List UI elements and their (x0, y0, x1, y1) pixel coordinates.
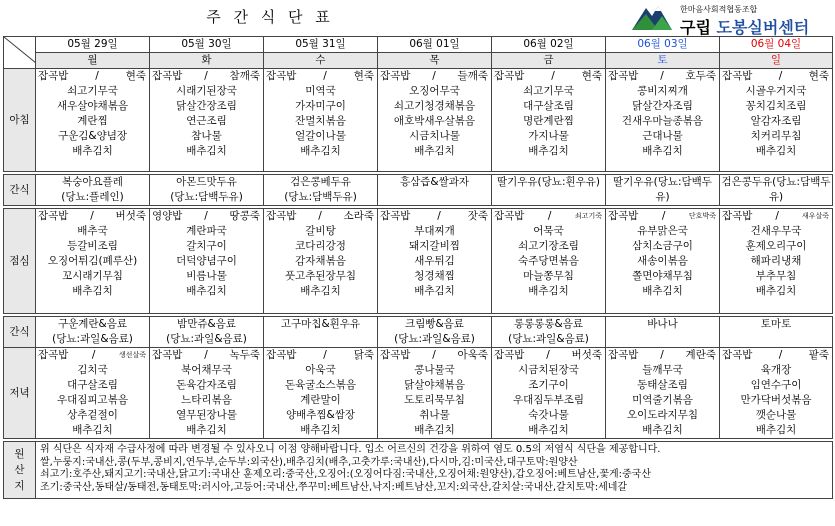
mountain-logo-icon (630, 2, 674, 32)
lunch-cell (720, 209, 833, 314)
menu-item: 얼갈이나물 (295, 130, 346, 142)
lunch-cell (378, 209, 492, 314)
rice-porridge-line (606, 69, 719, 84)
separator: / (432, 70, 436, 82)
menu-item: 건새우마늘종볶음 (621, 115, 704, 127)
porridge-name: 생선살죽 (118, 351, 146, 359)
separator: / (660, 349, 664, 361)
menu-item: 돼지갈비찜 (409, 240, 460, 252)
breakfast-cell (150, 69, 264, 172)
snack-cell: 토마토 (720, 317, 833, 348)
menu-item: 가지나물 (528, 130, 569, 142)
menu-item: 시금치된장국 (518, 364, 579, 376)
rice-name: 잡곡밥 (152, 349, 183, 361)
rice-porridge-line (264, 69, 377, 84)
menu-item: 대구살조림 (523, 100, 574, 112)
separator: / (95, 70, 99, 82)
lunch-cell (264, 209, 378, 314)
date-cell: 06월 01일 (378, 37, 492, 53)
dinner-cell (36, 348, 150, 439)
menu-item: 닭살간자조림 (632, 100, 693, 112)
menu-item: 잔멸치볶음 (295, 115, 346, 127)
separator: / (204, 70, 208, 82)
dinner-cell (492, 348, 606, 439)
menu-item: 배추김치 (72, 424, 113, 436)
snack-cell: 고구마칩&흰우유 (264, 317, 378, 348)
separator: / (660, 70, 664, 82)
menu-item: 배추김치 (755, 285, 797, 297)
porridge-name: 아욱죽 (457, 349, 488, 361)
rice-name: 잡곡밥 (494, 349, 525, 361)
menu-item: 배추김치 (528, 424, 569, 436)
weekday-row (4, 53, 833, 69)
menu-item: 쇠고기장조림 (518, 240, 579, 252)
porridge-name: 단호박죽 (688, 212, 716, 220)
menu-item: 새우튀김 (414, 255, 455, 267)
menu-item: 풋고추된장무침 (284, 270, 356, 282)
separator: / (547, 210, 552, 222)
rice-porridge-line (720, 69, 832, 84)
menu-item: 아욱국 (305, 364, 336, 376)
menu-item: 숙갓나물 (528, 409, 569, 421)
dinner-cell (606, 348, 720, 439)
rice-name: 잡곡밥 (38, 349, 69, 361)
porridge-name: 들깨죽 (457, 70, 488, 82)
porridge-name: 현죽 (581, 70, 602, 82)
snack_pm-row (4, 317, 833, 348)
rice-name: 잡곡밥 (266, 349, 297, 361)
menu-item: 계란찜 (77, 115, 108, 127)
origin-note-line: 조기:중국산,동태살/동태전,동태토막:러시아,고등어:국내산,쭈꾸미:베트남산,낙지:베트남산,꼬지:외국산,갈치살:국내산,갈치토막:세네갈 (40, 481, 628, 493)
menu-item: 새송이볶음 (637, 255, 688, 267)
rice-name: 잡곡밥 (494, 70, 525, 82)
rice-name: 잡곡밥 (722, 70, 753, 82)
menu-item: 명란계란찜 (523, 115, 574, 127)
menu-item: 시골우거지국 (745, 85, 807, 97)
rice-porridge-line (720, 348, 832, 363)
snack-cell: 복숭아요플레 (당뇨:플레인) (36, 175, 150, 206)
snack-cell: 구운계란&음료 (당뇨:과일&음료) (36, 317, 150, 348)
menu-item: 대구살조림 (67, 379, 118, 391)
weekly-menu-table (3, 36, 833, 499)
menu-item: 치커리무침 (750, 130, 802, 142)
rice-name: 잡곡밥 (608, 349, 639, 361)
origin-note-line: 쇠고기:호주산,돼지고기:국내산,닭고기:국내산 훈제오리:중국산,오징어:(오징어다짐:국내산,오징어채:원양산),갑오징어:베트남산,꽃게:중국산 (40, 469, 651, 480)
org-name: 한마음사회적협동조합 (680, 5, 758, 14)
menu-item: 구운김&양념장 (57, 130, 128, 142)
origin-note-line: 쌀,누룽지:국내산,콩(두부,콩비지,연두부,순두부:외국산),배추김치(배추,고춧가루:국내산),다시마,김:미국산,대구토막:원양산 (40, 456, 578, 468)
menu-item: 깻순나물 (755, 409, 797, 421)
menu-item: 어묵국 (533, 225, 564, 237)
menu-item: 취나물 (419, 409, 450, 421)
menu-item: 조기구이 (528, 379, 569, 391)
dinner-cell (378, 348, 492, 439)
snack-label: 간식 (4, 317, 36, 348)
date-cell: 05월 30일 (150, 37, 264, 53)
rice-name: 잡곡밥 (38, 210, 69, 222)
menu-item: 청경채찜 (414, 270, 455, 282)
menu-item: 비름나물 (186, 270, 227, 282)
menu-item: 계란파국 (186, 225, 227, 237)
menu-item: 만가닥버섯볶음 (740, 394, 812, 406)
lunch-row (4, 209, 833, 314)
menu-item: 유부맑은국 (637, 225, 688, 237)
menu-item: 더덕양념구이 (176, 255, 237, 267)
dinner-cell (264, 348, 378, 439)
dinner-row (4, 348, 833, 439)
page-title: 주 간 식 단 표 (206, 8, 334, 26)
center-logo (630, 2, 835, 37)
menu-item: 배추국 (77, 225, 108, 237)
menu-item: 콩나물국 (414, 364, 455, 376)
menu-item: 마늘쫑무침 (523, 270, 574, 282)
origin-notes (36, 442, 833, 499)
rice-porridge-line (264, 348, 377, 363)
porridge-name: 잣죽 (467, 210, 488, 222)
menu-item: 배추김치 (300, 424, 341, 436)
menu-item: 등갈비조림 (67, 240, 118, 252)
lunch-cell (150, 209, 264, 314)
center-name (680, 15, 809, 38)
menu-item: 느타리볶음 (181, 394, 232, 406)
snack-cell: 흥삼즙&쌀과자 (378, 175, 492, 206)
menu-item: 상추겉절이 (67, 409, 118, 421)
menu-item: 애호박새우살볶음 (393, 115, 476, 127)
porridge-name: 참깨죽 (229, 70, 260, 82)
rice-porridge-line (36, 209, 149, 224)
breakfast-cell (720, 69, 833, 172)
date-cell: 06월 02일 (492, 37, 606, 53)
menu-item: 쇠고기무국 (523, 85, 574, 97)
snack_am-row (4, 175, 833, 206)
rice-name: 잡곡밥 (266, 70, 297, 82)
porridge-name: 호두죽 (685, 70, 716, 82)
porridge-name: 버섯죽 (115, 210, 146, 222)
menu-item: 임연수구이 (750, 379, 802, 391)
weekday-cell: 월 (36, 53, 150, 69)
separator: / (661, 210, 666, 222)
menu-item: 건새우무국 (750, 225, 802, 237)
menu-item: 배추김치 (186, 285, 227, 297)
porridge-name: 땅콩죽 (229, 210, 260, 222)
menu-item: 갈비탕 (305, 225, 336, 237)
menu-item: 미역국 (305, 85, 336, 97)
snack-cell: 딸기우유(당뇨:흰우유) (492, 175, 606, 206)
porridge-name: 현죽 (808, 70, 829, 82)
rice-porridge-line (492, 348, 605, 363)
menu-item: 닭살간장조림 (176, 100, 237, 112)
menu-item: 닭살야채볶음 (404, 379, 465, 391)
separator: / (778, 70, 783, 82)
menu-item: 배추김치 (528, 145, 569, 157)
menu-item: 배추김치 (528, 285, 569, 297)
menu-item: 열무된장나물 (176, 409, 237, 421)
rice-porridge-line (606, 209, 719, 224)
porridge-name: 버섯죽 (571, 349, 602, 361)
rice-porridge-line (36, 69, 149, 84)
menu-item: 배추김치 (755, 424, 797, 436)
separator: / (437, 210, 441, 222)
menu-item: 배추김치 (300, 285, 341, 297)
snack-cell: 검은콩두유(당뇨:담백두유) (720, 175, 833, 206)
rice-porridge-line (720, 209, 832, 224)
menu-item: 오이도라지무침 (626, 409, 698, 421)
diagonal-line (4, 37, 36, 63)
menu-item: 배추김치 (186, 145, 227, 157)
center-prefix: 구립 (680, 18, 711, 37)
menu-item: 계란말이 (300, 394, 341, 406)
rice-name: 잡곡밥 (152, 70, 183, 82)
breakfast-cell (264, 69, 378, 172)
menu-item: 들깨무국 (642, 364, 683, 376)
menu-item: 배추김치 (414, 424, 455, 436)
separator: / (318, 210, 322, 222)
menu-item: 배추김치 (414, 145, 455, 157)
rice-porridge-line (36, 348, 149, 363)
menu-item: 콩비지찌개 (637, 85, 688, 97)
snack-label: 간식 (4, 175, 36, 206)
center-main-name: 도봉실버센터 (716, 18, 810, 37)
rice-name: 잡곡밥 (722, 349, 753, 361)
menu-item: 쇠고기청경채볶음 (393, 100, 476, 112)
snack-cell: 롱롱롱롱&음료 (당뇨:과일&음료) (492, 317, 606, 348)
rice-porridge-line (378, 209, 491, 224)
menu-item: 돈육굴소스볶음 (284, 379, 356, 391)
menu-item: 부대찌개 (414, 225, 455, 237)
menu-item: 우대짐피고볶음 (56, 394, 128, 406)
menu-item: 오징어튀김(폐루산) (47, 255, 138, 267)
origin-row (4, 442, 833, 499)
menu-item: 돈육감자조림 (176, 379, 237, 391)
rice-name: 잡곡밥 (380, 210, 411, 222)
menu-item: 배추김치 (414, 285, 455, 297)
porridge-name: 녹두죽 (229, 349, 260, 361)
menu-item: 배추김치 (642, 424, 683, 436)
separator: / (778, 349, 783, 361)
rice-name: 잡곡밥 (494, 210, 525, 222)
rice-name: 잡곡밥 (266, 210, 297, 222)
menu-item: 육개장 (760, 364, 792, 376)
menu-item: 배추김치 (72, 285, 113, 297)
breakfast-label: 아침 (4, 69, 36, 172)
menu-item: 김치국 (77, 364, 108, 376)
porridge-name: 현죽 (353, 70, 374, 82)
menu-item: 배추김치 (72, 145, 113, 157)
rice-porridge-line (492, 209, 605, 224)
date-cell: 06월 04일 (720, 37, 833, 53)
breakfast-cell (492, 69, 606, 172)
rice-name: 잡곡밥 (380, 70, 411, 82)
menu-item: 새우살야채볶음 (56, 100, 128, 112)
menu-item: 참나물 (191, 130, 222, 142)
menu-item: 시래기된장국 (176, 85, 237, 97)
menu-item: 알감자조림 (750, 115, 802, 127)
menu-item: 꽁치김치조림 (745, 100, 807, 112)
breakfast-cell (36, 69, 150, 172)
porridge-name: 닭죽 (353, 349, 374, 361)
rice-porridge-line (492, 69, 605, 84)
date-row (4, 37, 833, 53)
menu-item: 근대나물 (642, 130, 683, 142)
menu-item: 가자미구이 (295, 100, 346, 112)
breakfast-cell (606, 69, 720, 172)
menu-item: 갈치구이 (186, 240, 227, 252)
menu-item: 배추김치 (642, 285, 683, 297)
rice-name: 잡곡밥 (608, 70, 639, 82)
rice-porridge-line (378, 348, 491, 363)
rice-name: 잡곡밥 (722, 210, 753, 222)
menu-item: 해파리냉채 (750, 255, 802, 267)
snack-cell: 크림빵&음료 (당뇨:과일&음료) (378, 317, 492, 348)
menu-item: 동태살조림 (637, 379, 688, 391)
breakfast-cell (378, 69, 492, 172)
separator: / (551, 70, 555, 82)
rice-porridge-line (150, 209, 263, 224)
lunch-cell (36, 209, 150, 314)
menu-item: 도토리묵무침 (404, 394, 465, 406)
snack-cell: 밤만쥬&음료 (당뇨:과일&음료) (150, 317, 264, 348)
dinner-cell (720, 348, 833, 439)
snack-cell: 바나나 (606, 317, 720, 348)
date-cell: 06월 03일 (606, 37, 720, 53)
menu-item: 배추김치 (642, 145, 683, 157)
separator: / (323, 349, 327, 361)
menu-item: 꼬시래기무침 (62, 270, 123, 282)
separator: / (775, 210, 779, 222)
menu-item: 부추무침 (755, 270, 797, 282)
breakfast-row (4, 69, 833, 172)
menu-item: 북어채무국 (181, 364, 232, 376)
porridge-name: 새우살죽 (801, 212, 829, 220)
separator: / (91, 349, 96, 361)
rice-name: 잡곡밥 (38, 70, 69, 82)
lunch-cell (492, 209, 606, 314)
menu-item: 감자채볶음 (295, 255, 346, 267)
menu-item: 배추김치 (755, 145, 797, 157)
snack-cell: 검은콩베두유 (당뇨:담백두유) (264, 175, 378, 206)
lunch-cell (606, 209, 720, 314)
menu-item: 삼치소금구이 (632, 240, 693, 252)
rice-porridge-line (150, 69, 263, 84)
weekday-cell: 토 (606, 53, 720, 69)
dinner-label: 저녁 (4, 348, 36, 439)
corner-cell (4, 37, 36, 69)
weekday-cell: 수 (264, 53, 378, 69)
menu-item: 코다리강정 (295, 240, 346, 252)
menu-item: 배추김치 (300, 145, 341, 157)
separator: / (204, 210, 208, 222)
rice-porridge-line (378, 69, 491, 84)
rice-name: 영양밥 (152, 210, 183, 222)
menu-item: 우대짐두부조림 (512, 394, 584, 406)
weekday-cell: 화 (150, 53, 264, 69)
porridge-name: 팥죽 (808, 349, 829, 361)
rice-name: 잡곡밥 (380, 349, 411, 361)
porridge-name: 소라죽 (343, 210, 374, 222)
rice-porridge-line (264, 209, 377, 224)
porridge-name: 현죽 (125, 70, 146, 82)
menu-item: 오징어무국 (409, 85, 460, 97)
menu-item: 배추김치 (186, 424, 227, 436)
date-cell: 05월 29일 (36, 37, 150, 53)
separator: / (90, 210, 94, 222)
menu-item: 양배추찜&쌈장 (285, 409, 356, 421)
weekday-cell: 일 (720, 53, 833, 69)
lunch-label: 점심 (4, 209, 36, 314)
separator: / (432, 349, 436, 361)
rice-porridge-line (606, 348, 719, 363)
date-cell: 05월 31일 (264, 37, 378, 53)
dinner-cell (150, 348, 264, 439)
snack-cell: 딸기우유(당뇨:담백두유) (606, 175, 720, 206)
weekday-cell: 목 (378, 53, 492, 69)
porridge-name: 계란죽 (685, 349, 716, 361)
separator: / (204, 349, 208, 361)
origin-note-line: 위 식단은 식자재 수급사정에 따라 변경될 수 있사오니 이점 양해바랍니다. 입소 어르신의 건강을 위하여 염도 0.5의 저염식 식단을 제공합니다. (40, 444, 661, 455)
separator: / (546, 349, 550, 361)
menu-item: 쫄면야채무침 (632, 270, 693, 282)
origin-label: 원 산 지 (4, 442, 36, 499)
snack-cell: 아몬드맛두유 (당뇨:담백두유) (150, 175, 264, 206)
weekday-cell: 금 (492, 53, 606, 69)
menu-item: 쇠고기무국 (67, 85, 118, 97)
rice-porridge-line (150, 348, 263, 363)
menu-item: 연근조림 (186, 115, 227, 127)
menu-item: 미역줄기볶음 (632, 394, 693, 406)
separator: / (323, 70, 327, 82)
menu-item: 훈제오리구이 (745, 240, 807, 252)
porridge-name: 쇠고기죽 (574, 212, 602, 220)
rice-name: 잡곡밥 (608, 210, 639, 222)
menu-item: 시금치나물 (409, 130, 460, 142)
menu-item: 숙주당면볶음 (518, 255, 579, 267)
